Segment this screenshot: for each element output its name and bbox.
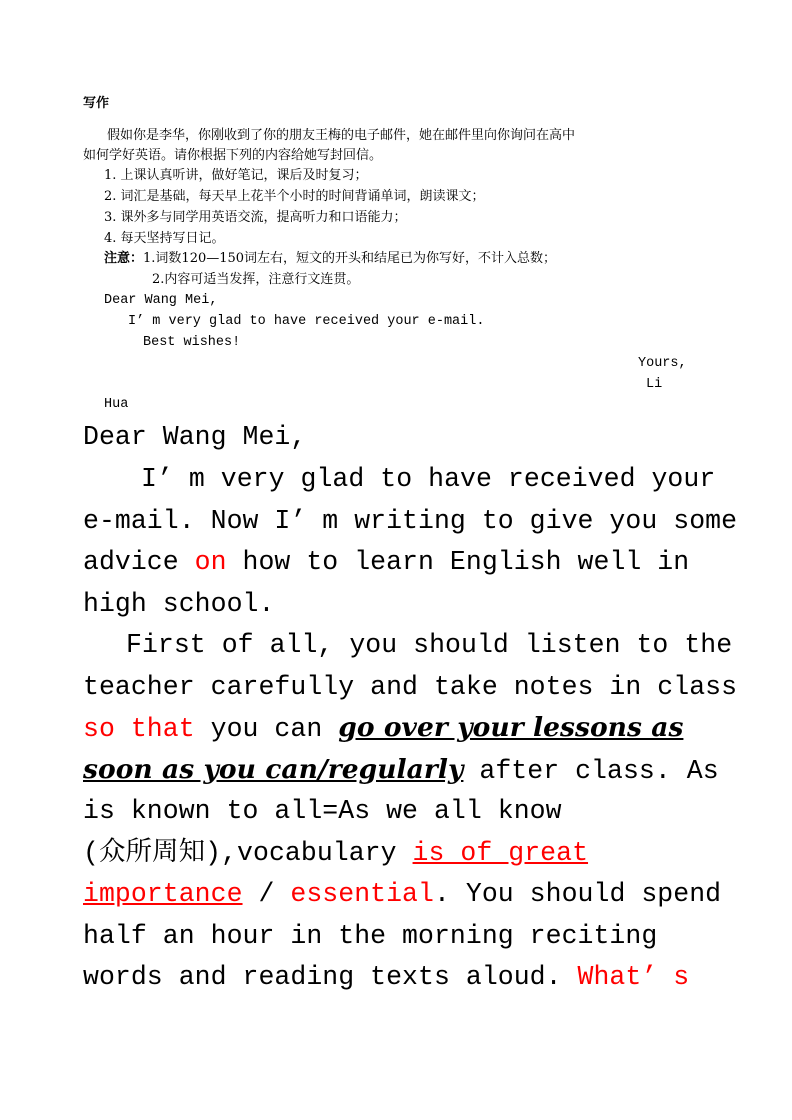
prompt-item-1: 1. 上课认真听讲，做好笔记，课后及时复习； — [104, 168, 368, 183]
essay-line-6: teacher carefully and take notes in class — [83, 672, 738, 702]
red-correction-importance: importance — [83, 879, 243, 909]
template-yours: Yours, — [638, 356, 687, 371]
essay-salutation: Dear Wang Mei, — [83, 422, 307, 452]
red-correction-is-of-great: is of great — [412, 838, 589, 868]
prompt-item-2: 2. 词汇是基础，每天早上花半个小时的时间背诵单词，朗读课文； — [104, 189, 485, 204]
essay-line-4: high school. — [83, 589, 275, 619]
red-correction-essential: essential — [290, 879, 434, 909]
essay-line-10-a: (众所周知),vocabulary — [83, 838, 413, 868]
prompt-item-3: 3. 课外多与同学用英语交流，提高听力和口语能力； — [104, 210, 407, 225]
essay-line-2: e-mail. Now I’ m writing to give you some — [83, 506, 738, 536]
red-correction-whats: What’ s — [577, 962, 690, 992]
essay-line-3-a: advice — [83, 547, 195, 577]
prompt-line-2: 如何学好英语。请你根据下列的内容给她写封回信。 — [83, 148, 383, 163]
template-name-li: Li — [646, 377, 663, 392]
essay-line-11 — [83, 878, 721, 910]
essay-line-12: half an hour in the morning reciting — [83, 921, 658, 951]
note-label: 注意： — [104, 251, 144, 266]
template-name-hua: Hua — [104, 397, 129, 412]
essay-line-8-a: after class. As — [463, 756, 719, 786]
red-correction-so-that: so that — [83, 714, 195, 744]
section-title: 写作 — [83, 96, 110, 111]
note-line-2: 2.内容可适当发挥，注意行文连贯。 — [152, 272, 360, 287]
note-text-1: 1.词数120—150词左右，短文的开头和结尾已为你写好，不计入总数； — [143, 251, 557, 266]
essay-line-8 — [83, 754, 719, 787]
prompt-line-1: 假如你是李华，你刚收到了你的朋友王梅的电子邮件，她在邮件里向你询问在高中 — [107, 128, 576, 143]
template-opening: I’ m very glad to have received your e-mail. — [128, 314, 485, 329]
template-closing: Best wishes! — [143, 335, 241, 350]
prompt-item-4: 4. 每天坚持写日记。 — [104, 231, 225, 246]
essay-line-3 — [83, 546, 689, 578]
essay-line-7-a: you can — [194, 714, 339, 744]
essay-line-1: I’ m very glad to have received your — [141, 464, 716, 494]
essay-line-5: First of all, you should listen to the — [126, 630, 733, 660]
essay-line-10 — [83, 837, 588, 869]
essay-line-3-b: how to learn English well in — [226, 547, 690, 577]
essay-line-9: is known to all=As we all know — [83, 796, 562, 826]
template-salutation: Dear Wang Mei, — [104, 293, 218, 308]
handwritten-phrase-2: soon as you can/regularly — [83, 754, 464, 785]
note-line-1 — [104, 251, 556, 267]
red-correction-on: on — [194, 547, 227, 577]
essay-line-11-a: / — [242, 879, 291, 909]
essay-line-13 — [83, 961, 689, 993]
essay-line-13-a: words and reading texts aloud. — [83, 962, 578, 992]
essay-line-7 — [83, 712, 683, 745]
essay-line-11-b: . You should spend — [433, 879, 722, 909]
handwritten-phrase-1: go over your lessons as — [338, 712, 684, 743]
